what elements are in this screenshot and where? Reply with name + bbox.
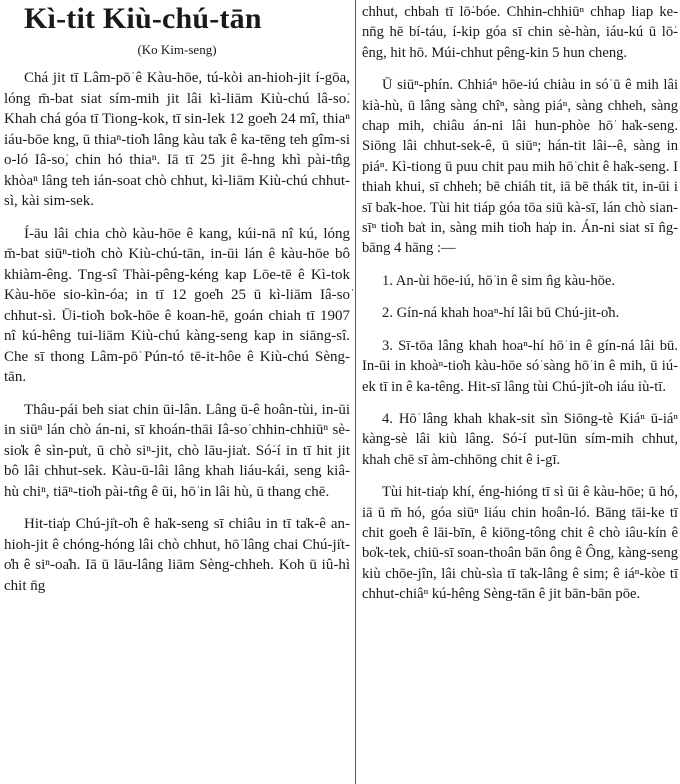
article-title: Kì-tit Kiù-chú-tān [24,2,262,35]
paragraph: Chá jit tī Lâm-pō͘ ê Kàu-hōe, tú-kòi an-hioh-jit í-gōa, lóng m̄-bat siat sím-mih jit lâi kì-liām Kiù-chú lâ-so͘. Khah chá góa tī Tiong-kok, tī sin-lek 12 goe̍h 24 mî, thiaⁿ iáu-bōe kng, ū thiaⁿ-tio̍h lâng kàu ta̍k ê ka-tēng teh gîm-si o-ló Iâ-so͘, chin hó thiaⁿ. Iā tī 25 jit ê-hng khì pài-tn̂g khòaⁿ lâng teh ián-soat chò chhut, kì-liām Kiù-chú chhut-sì, kài sim-sek. [4,70,350,209]
list-item: 3. Sī-tōa lâng khah hoaⁿ-hí hō͘ in ê gín-ná lâi bū. In-ūi in khoàⁿ-tio̍h kàu-hōe só͘ sàng hō͘ in ê mih, ū iú-ek tī in ê ka-têng. Hit-sī lâng tùi Chú-ji̍t-o̍h iáu iù-tī. [362,337,678,395]
paragraph: chhut, chbah tī lō͘-bóe. Chhin-chhiūⁿ chhap liap ke-nn̄g hē bí-táu, í-kip góa sī chin sè-hàn, iáu-kú ū lō͘-êng, hit hō. Múi-chhut pêng-kin 5 hun cheng. [362,4,678,61]
list-item: 2. Gín-ná khah hoaⁿ-hí lâi bū Chú-jit-o̍h. [382,305,620,322]
paragraph: Thâu-pái beh siat chin ūi-lân. Lâng ū-ê hoân-tùi, in-ūi in siūⁿ lán chò án-ni, sī khoán-thāi Iâ-so͘ chhin-chhiūⁿ sè-sio̍k ê sìn-pu̍t, ū chò siⁿ-jit, chò lāu-jia̍t. Só͘-í in tī hit jit bô lâi chhut-sek. Kàu-ū-lâi lâng khah liáu-kái, seng kiâ-hù chiⁿ, tiāⁿ-tio̍h pài-tn̂g ê ūi, hō͘ in lâi hù, ū thang chē. [4,401,350,500]
list-item: 1. An-ùi hōe-iú, hō͘ in ê sim n̂g kàu-hōe. [382,272,616,289]
paragraph: Tùi hit-tia̍p khí, éng-hióng tī sì ūi ê kàu-hōe; ū hó, iā ū m̄ hó, góa siūⁿ liáu chin hoân-ló. Bāng tāi-ke tī chit goe̍h ê lāi-bīn, ê kiōng-tông chit ê chò iâu-kín ê bo̍k-tek, chiū-sī soan-thoân bān ông ê Ông, kàng-seng kiù chōe-jîn, lâi chù-sìa tī ta̍k-lâng ê sim; ê iáⁿ-kòe tī chhut-chiâⁿ kú-hêng Sèng-tān ê jit bān-bān pōe. [362,484,678,603]
list-item: 4. Hō͘ lâng khah khak-sit sìn Siōng-tè Kiáⁿ ū-iáⁿ kàng-sè lâi kiù lâng. Só͘-í put-lūn sím-mih chhut, khah chē sī àm-chhōng chit ê i-gī. [362,410,678,468]
left-column [4,2,350,782]
paragraph: Ū siūⁿ-phín. Chhiáⁿ hōe-iú chiàu in só͘ ū ê mih lâi kià-hù, ū lâng sàng chîⁿ, sàng piáⁿ, sàng chheh, sàng chap mih, chiâu án-ni lâi hun-phòe hō͘ ha̍k-seng. Siōng lâi chhut-sek-ê, ū siūⁿ; hán-tit lâi--ê, sàng in piáⁿ. Kì-tiong ū puu chit pau mih hō͘ chit ê ha̍k-seng. I thiah khui, sī chheh; bē chiáh tit, iā bē thák tit, in-ūi i sī ba̍k-hoe. Tùi hit tiáp góa tōa siū kà-sī, lán chò sian-sīⁿ tio̍h ba̍t in, sàng mih tio̍h ha̍p in. Án-ni siat sī n̂g-bāng 4 hāng :— [362,77,678,257]
column-divider [355,0,356,784]
right-column [362,2,678,782]
article-byline: (Ko Kim-seng) [137,42,217,57]
paragraph: Í-āu lâi chia chò kàu-hōe ê kang, kúi-nā nî kú, lóng m̄-bat siūⁿ-tio̍h chò Kiù-chú-tān, in-ūi lán ê kàu-hōe bô khiàm-êng. Tng-sî Thài-pêng-kéng kap Lōe-tē ê Kì-tok Kàu-hōe sio-kìn-óa; in tī 12 goe̍h 25 ū kì-liām Iâ-so͘ chhut-sì. Ūi-tio̍h bo̍k-hōe ê koan-hē, goán chiah tī 1907 nî kú-hêng tui-liām Kiù-chú kàng-seng kap in siāng-sî. Che sī thong Lâm-pō͘ Pún-tó tē-it-hôe ê Kiù-chú Sèng-tān. [4,225,350,385]
paragraph: Hit-tia̍p Chú-ji̍t-o̍h ê ha̍k-seng sī chiâu in tī ta̍k-ê an-hioh-jit ê chóng-hóng lâi chò chhut, hō͘ lâng chai Chú-ji̍t-o̍h ê siⁿ-oa̍h. Iā ū lāu-lâng liām Sèng-chheh. Koh ū iû-hì chit n̄g [4,516,350,594]
